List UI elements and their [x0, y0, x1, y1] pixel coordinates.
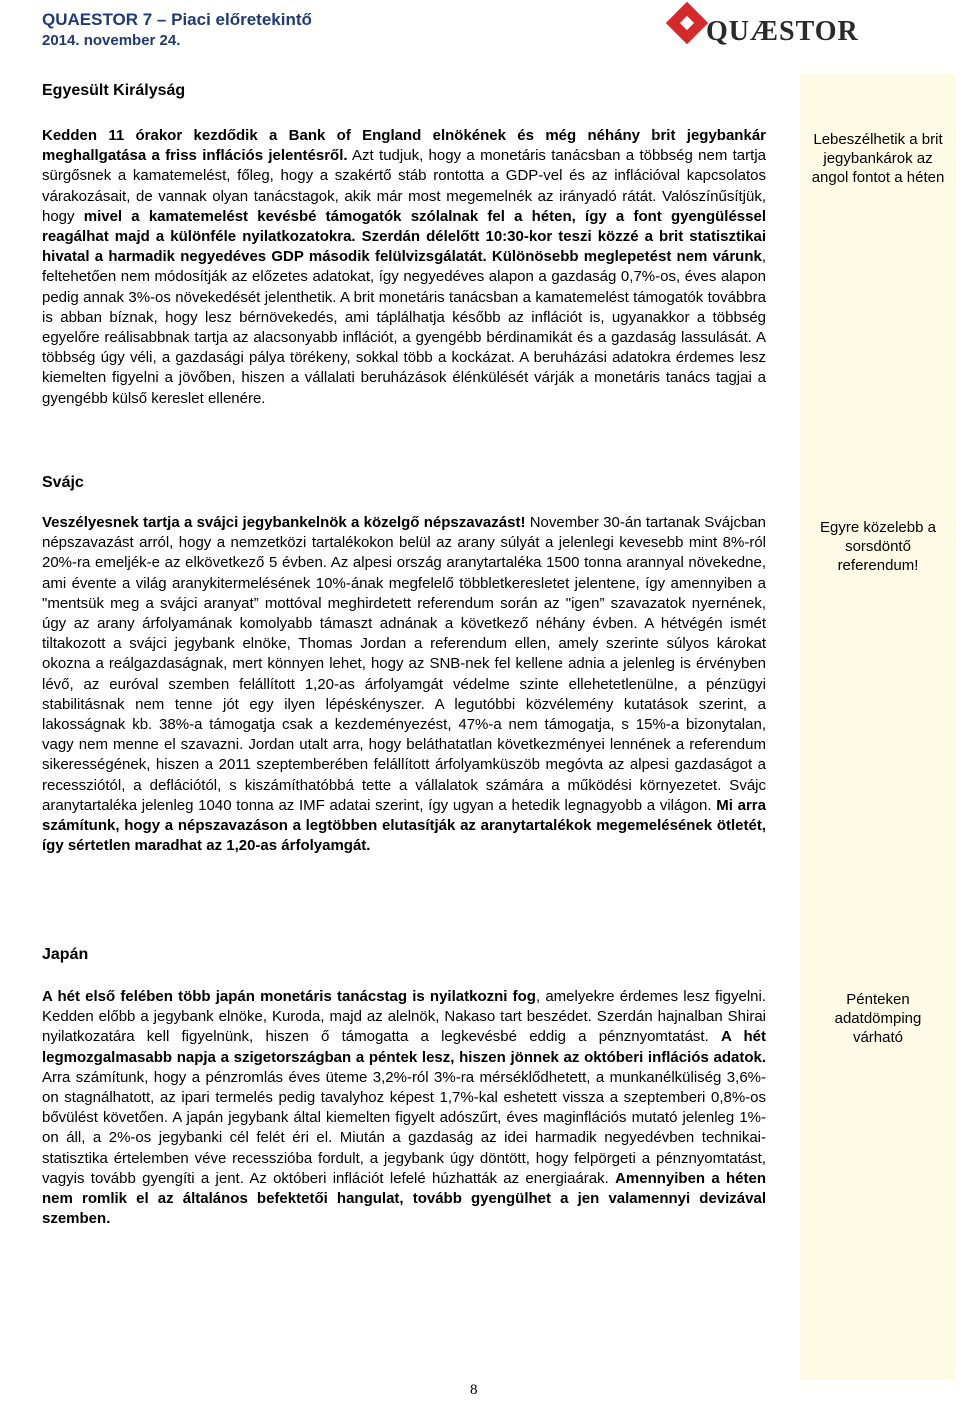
bold-text-run: Kedden 11 órakor kezdődik a Bank of England elnökének és még néhány brit jegybankár meghallgatása a friss inflációs jelentésről. — [42, 127, 766, 165]
bold-text-run: A hét első felében több japán monetáris tanácstag is nyilatkozni fog — [42, 988, 536, 1005]
text-run: Azt tudjuk, hogy a monetáris tanácsban a többség nem tartja sürgősnek a kamatemelést, főleg, hogy a szakértő stáb rontotta a GDP-vel és az inflációval kapcsolatos várakozásait, de vannak olyan tanácstagok, akik már most megemelnék az irányadó rátát. Valószínűsítjük, hogy — [42, 147, 766, 225]
text-run: Arra számítunk, hogy a pénzromlás éves üteme 3,2%-ról 3%-ra mérséklődhetett, a munkanélküliség 3,6%-on stagnálhatott, az ipari termelés pedig tavalyhoz képest 1,7%-kal eshetett vissza a szeptemberi 0,8%-os bővülést követően. A japán jegybank által kiemelten figyelt adószűrt, éves maginflációs mutató jelenleg 1%-on áll, a 2%-os jegybanki cél felét éri el. Miután a gazdaság az idei harmadik negyedévben technikai-statisztika értelemben véve recesszióba fordult, a jegybank úgy döntött, hogy felpörgeti a pénznyomtatást, vagyis tovább gyengíti a jent. Az októberi inflációt lefelé húzhatták az energiaárak. — [42, 1068, 766, 1187]
section-title-japan: Japán — [42, 946, 89, 963]
section-title-switzerland: Svájc — [42, 474, 84, 491]
section-title-uk: Egyesült Királyság — [42, 82, 186, 99]
bold-text-run: Veszélyesnek tartja a svájci jegybankelnök a közelgő népszavazást! — [42, 514, 526, 531]
section-body-switzerland — [42, 513, 766, 856]
text-run: , feltehetően nem módosítják az előzetes adatokat, így negyedéves alapon a gazdaság 0,7%-os, éves alapon pedig annak 3%-os növekedését jelenthetik. A brit monetáris tanácsban a kamatemelést támogatók továbbra is abban bíznak, hogy lesz bérnövekedés, ami táplálhatja később az inflációt is, ugyanakkor a többség egyelőre reálisabbnak tartja az alacsonyabb inflációt, a gyengébb bérdinamikát és a gazdaság lassulását. A többség úgy véli, a gazdasági pálya törékeny, sokkal több a kockázat. A beruházási adatokra érdemes lesz kiemelten figyelni a jövőben, hiszen a vállalati beruházások élénkülését várják a monetáris tanács tagjai a gyengébb külső kereslet ellenére. — [42, 248, 766, 407]
text-run: , amelyekre érdemes lesz figyelni. Kedden előbb a jegybank elnöke, Kuroda, majd az alelnök, Nakaso tart beszédet. Szerdán hajnalban Shirai nyilatkozatára kell figyelnünk, hiszen ő támogatta a legkevésbé eddig a pénznyomtatást. — [42, 988, 766, 1046]
bold-text-run: Amennyiben a héten nem romlik el az általános befektetői hangulat, tovább gyengülhet a jen valamennyi devizával szemben. — [42, 1169, 766, 1228]
bold-text-run: Mi arra számítunk, hogy a népszavazáson a legtöbben elutasítják az aranytartalékok megemelésének ötletét, így sértetlen maradhat az 1,20-as árfolyamgát. — [42, 796, 766, 855]
section-body-uk — [42, 126, 766, 409]
bold-text-run: A hét legmozgalmasabb napja a szigetországban a péntek lesz, hiszen jönnek az októberi inflációs adatok. — [42, 1028, 766, 1066]
report-date: 2014. november 24. — [42, 32, 181, 49]
quaestor-logo — [668, 6, 858, 54]
page-number: 8 — [470, 1382, 478, 1398]
page-header — [42, 10, 312, 51]
side-note-uk: Lebeszélhetik a brit jegybankárok az angol fontot a héten — [811, 131, 945, 186]
sidebar-panel — [800, 74, 956, 1380]
logo-text: QUÆSTOR — [706, 16, 859, 47]
side-note-switzerland: Egyre közelebb a sorsdöntő referendum! — [820, 519, 936, 574]
section-body-japan — [42, 987, 766, 1229]
report-title: QUAESTOR 7 – Piaci előretekintő — [42, 10, 312, 29]
text-run: November 30-án tartanak Svájcban népszavazást arról, hogy a nemzetközi tartalékokon belül az arany súlyát a jelenlegi kevesebb mint 8%-ról 20%-ra emeljék-e az elkövetkező 5 évben. Az alpesi ország aranytartaléka 1500 tonna arannyal növekedne, ami évente a világ aranykitermelésének 10%-ának megfelelő többletkeresletet jelentene, így amennyiben a "mentsük meg a svájci aranyat” mottóval meghirdetett referendum során az "igen” szavazatok nyernének, úgy az arany árfolyamának komolyabb támaszt adnának a következő néhány évben. A hétvégén ismét tiltakozott a svájci jegybank elnöke, Thomas Jordan a referendum ellen, amely szerinte súlyos károkat okozna a reálgazdaságnak, mert könnyen lehet, hogy az SNB-nek fel kellene adnia a jelenleg is érvényben lévő, az euróval szemben felállított 1,20-as árfolyamgát védelme szinte ellehetetlenülne, a pénzügyi stabilitásnak nem tenne jót egy ilyen lépéskényszer. A legutóbbi közvélemény kutatások szerint, a lakosságnak kb. 38%-a támogatja csak a kezdeményezést, 47%-a nem támogatja, s 15%-a bizonytalan, vagy nem menne el szavazni. Jordan utalt arra, hogy beláthatatlan következményei lennének a referendum sikerességének, hiszen a 2011 szeptemberében felállított árfolyamküszöb megóvta az alpesi gazdaságot a recessziótól, a deflációtól, s kiszámíthatóbbá tette a vállalatok számára a működési környezetet. Svájc aranytartaléka jelenleg 1040 tonna az IMF adatai szerint, így ugyan a hetedik legnagyobb a világon. — [42, 514, 766, 814]
side-note-japan: Pénteken adatdömping várható — [834, 991, 922, 1046]
bold-text-run: mivel a kamatemelést kevésbé támogatók szólalnak fel a héten, így a font gyengüléssel reagálhat majd a különféle nyilatkozatokra. Szerdán délelőtt 10:30-kor teszi közzé a brit statisztikai hivatal a harmadik negyedéves GDP második felülvizsgálatát. Különösebb meglepetést nem várunk — [42, 207, 766, 266]
